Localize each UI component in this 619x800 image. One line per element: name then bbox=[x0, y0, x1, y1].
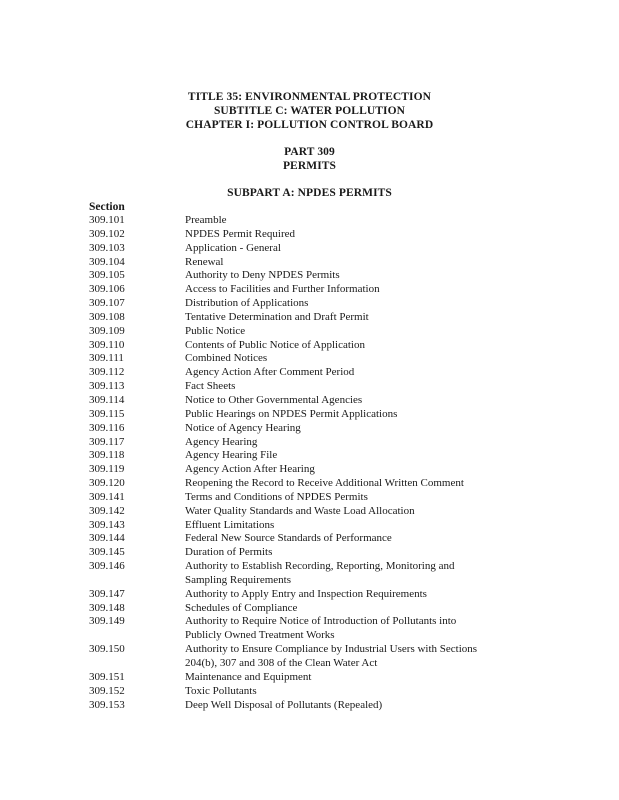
part-name: PERMITS bbox=[282, 160, 337, 172]
section-number: 309.111 bbox=[89, 352, 124, 365]
toc-entry bbox=[89, 214, 529, 228]
section-number: 309.110 bbox=[89, 338, 125, 351]
section-title: Preamble bbox=[185, 214, 227, 226]
section-number: 309.144 bbox=[89, 532, 125, 545]
subpart-title: SUBPART A: NPDES PERMITS bbox=[227, 187, 392, 199]
toc-entry bbox=[89, 519, 529, 533]
toc-entry bbox=[89, 380, 529, 394]
section-number: 309.117 bbox=[89, 435, 125, 448]
section-title: Combined Notices bbox=[185, 352, 268, 365]
section-number: 309.153 bbox=[89, 698, 125, 711]
toc-entry bbox=[89, 394, 529, 408]
section-number: 309.145 bbox=[89, 546, 125, 559]
section-title: Access to Facilities and Further Information bbox=[185, 283, 380, 296]
section-number: 309.105 bbox=[89, 269, 125, 282]
toc-entry bbox=[89, 602, 529, 616]
toc-entry bbox=[89, 685, 529, 699]
section-title: Reopening the Record to Receive Additional Written Comment bbox=[185, 477, 464, 490]
section-number: 309.152 bbox=[89, 684, 125, 697]
section-title: Authority to Ensure Compliance by Industrial Users with Sections 204(b), 307 and 308 of the Clean Water Act bbox=[185, 643, 478, 669]
section-title: Fact Sheets bbox=[185, 380, 236, 393]
chapter-line: CHAPTER I: POLLUTION CONTROL BOARD bbox=[185, 119, 434, 131]
toc-entry bbox=[89, 366, 529, 380]
toc-entry bbox=[89, 325, 529, 339]
section-number: 309.112 bbox=[89, 366, 125, 379]
section-number: 309.149 bbox=[89, 615, 125, 628]
section-number: 309.103 bbox=[89, 241, 125, 254]
section-title: Authority to Deny NPDES Permits bbox=[185, 269, 340, 282]
toc-entry bbox=[89, 588, 529, 602]
section-title: Terms and Conditions of NPDES Permits bbox=[185, 490, 368, 503]
section-title: Notice of Agency Hearing bbox=[185, 421, 301, 434]
section-number: 309.151 bbox=[89, 670, 125, 683]
part-number: PART 309 bbox=[284, 146, 335, 158]
section-number: 309.104 bbox=[89, 255, 125, 268]
section-title: Deep Well Disposal of Pollutants (Repealed) bbox=[185, 698, 383, 711]
title-line: TITLE 35: ENVIRONMENTAL PROTECTION bbox=[187, 91, 432, 103]
section-number: 309.116 bbox=[89, 421, 125, 434]
toc-entry bbox=[89, 256, 529, 270]
section-number: 309.101 bbox=[89, 214, 125, 226]
section-number: 309.115 bbox=[89, 407, 125, 420]
section-title: Agency Hearing File bbox=[185, 449, 278, 462]
section-title: Authority to Establish Recording, Reporting, Monitoring and Sampling Requirements bbox=[185, 560, 455, 586]
section-title: Effluent Limitations bbox=[185, 518, 275, 531]
toc-entry bbox=[89, 560, 529, 588]
toc-entry bbox=[89, 422, 529, 436]
part-heading bbox=[0, 145, 619, 173]
section-number: 309.150 bbox=[89, 643, 125, 656]
toc-entry bbox=[89, 408, 529, 422]
section-number: 309.120 bbox=[89, 477, 125, 490]
section-number: 309.109 bbox=[89, 324, 125, 337]
section-title: Duration of Permits bbox=[185, 546, 273, 559]
section-number: 309.148 bbox=[89, 601, 125, 614]
section-number: 309.102 bbox=[89, 227, 125, 240]
toc-entry bbox=[89, 491, 529, 505]
section-column-label: Section bbox=[89, 201, 125, 213]
toc-entry bbox=[89, 449, 529, 463]
toc-entry bbox=[89, 352, 529, 366]
section-title: Distribution of Applications bbox=[185, 297, 309, 310]
section-title: Notice to Other Governmental Agencies bbox=[185, 393, 363, 406]
section-title: Agency Hearing bbox=[185, 435, 258, 448]
section-title: Water Quality Standards and Waste Load Allocation bbox=[185, 504, 415, 517]
section-title: Renewal bbox=[185, 255, 224, 268]
section-number: 309.108 bbox=[89, 310, 125, 323]
toc-entry bbox=[89, 311, 529, 325]
section-title: Maintenance and Equipment bbox=[185, 670, 312, 683]
section-title: Contents of Public Notice of Application bbox=[185, 338, 365, 351]
section-title: Public Notice bbox=[185, 324, 246, 337]
section-title: NPDES Permit Required bbox=[185, 227, 295, 240]
toc-entry bbox=[89, 269, 529, 283]
toc-entry bbox=[89, 228, 529, 242]
section-number: 309.107 bbox=[89, 297, 125, 310]
toc-entry bbox=[89, 436, 529, 450]
section-title: Toxic Pollutants bbox=[185, 684, 257, 697]
toc-entry bbox=[89, 477, 529, 491]
section-number: 309.114 bbox=[89, 393, 125, 406]
section-number: 309.118 bbox=[89, 449, 125, 462]
subtitle-line: SUBTITLE C: WATER POLLUTION bbox=[213, 105, 406, 117]
section-number: 309.143 bbox=[89, 518, 125, 531]
section-number: 309.119 bbox=[89, 463, 125, 476]
toc-entry bbox=[89, 532, 529, 546]
section-title: Authority to Require Notice of Introduction of Pollutants into Publicly Owned Treatment Works bbox=[185, 615, 457, 642]
section-title: Agency Action After Hearing bbox=[185, 463, 315, 476]
toc-entry bbox=[89, 546, 529, 560]
toc-entry bbox=[89, 643, 529, 671]
toc-entry bbox=[89, 242, 529, 256]
section-number: 309.146 bbox=[89, 560, 125, 573]
toc-entry bbox=[89, 615, 529, 643]
toc-entry bbox=[89, 297, 529, 311]
toc-entry bbox=[89, 463, 529, 477]
section-title: Public Hearings on NPDES Permit Applications bbox=[185, 407, 398, 420]
section-title: Application - General bbox=[185, 241, 281, 254]
section-number: 309.142 bbox=[89, 504, 125, 517]
toc-entry bbox=[89, 339, 529, 353]
section-number: 309.106 bbox=[89, 283, 125, 296]
toc-entry bbox=[89, 505, 529, 519]
section-number: 309.147 bbox=[89, 587, 125, 600]
section-title: Tentative Determination and Draft Permit bbox=[185, 310, 369, 323]
table-of-contents bbox=[89, 214, 529, 712]
section-number: 309.141 bbox=[89, 490, 125, 503]
document-heading bbox=[0, 90, 619, 132]
section-title: Agency Action After Comment Period bbox=[185, 366, 355, 379]
toc-entry bbox=[89, 699, 529, 713]
subpart-heading bbox=[0, 186, 619, 200]
toc-entry bbox=[89, 671, 529, 685]
toc-entry bbox=[89, 283, 529, 297]
section-title: Federal New Source Standards of Performance bbox=[185, 532, 392, 545]
section-number: 309.113 bbox=[89, 380, 125, 393]
section-title: Authority to Apply Entry and Inspection Requirements bbox=[185, 587, 427, 600]
section-title: Schedules of Compliance bbox=[185, 601, 298, 614]
